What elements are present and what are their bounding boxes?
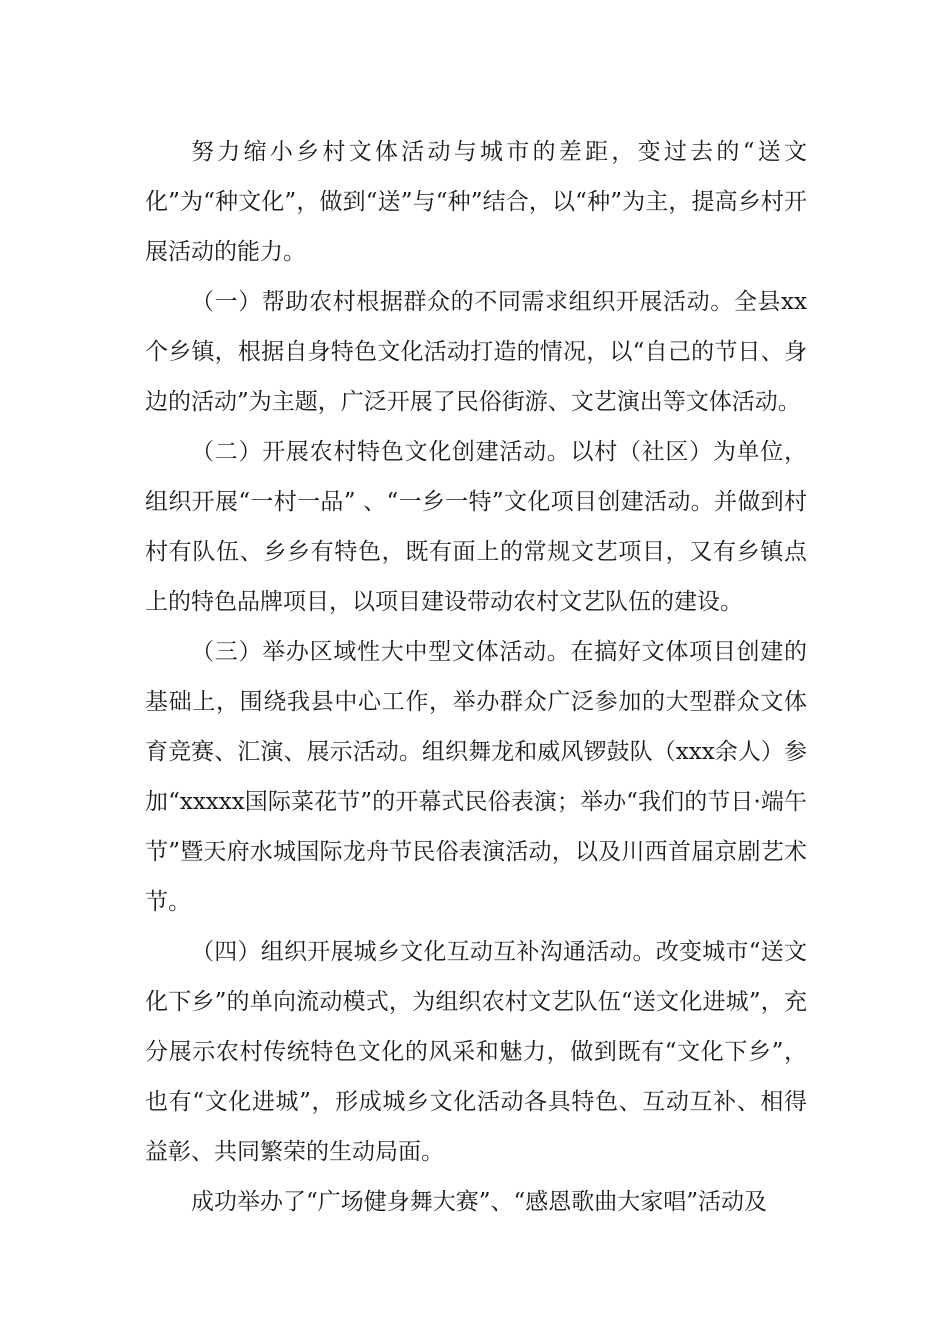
paragraph-closing: 成功举办了“广场健身舞大赛”、“感恩歌曲大家唱”活动及 <box>191 1189 768 1215</box>
paragraph-intro: 努力缩小乡村文体活动与城市的差距，变过去的“送文化”为“种文化”，做到“送”与“种”结合，以“种”为主，提高乡村开展活动的能力。 <box>145 139 807 265</box>
paragraph-section-2: （二）开展农村特色文化创建活动。以村（社区）为单位，组织开展“一村一品” 、“一乡一特”文化项目创建活动。并做到村村有队伍、乡乡有特色，既有面上的常规文艺项目，又有乡镇点上的特色品牌项目，以项目建设带动农村文艺队伍的建设。 <box>145 439 807 615</box>
document-body <box>145 127 807 1227</box>
paragraph-section-3: （三）举办区域性大中型文体活动。在搞好文体项目创建的基础上，围绕我县中心工作，举办群众广泛参加的大型群众文体育竞赛、汇演、展示活动。组织舞龙和威风锣鼓队（xxx余人）参加“xxxxx国际菜花节”的开幕式民俗表演；举办“我们的节日·端午节”暨天府水城国际龙舟节民俗表演活动，以及川西首届京剧艺术节。 <box>145 639 807 915</box>
paragraph-section-4: （四）组织开展城乡文化互动互补沟通活动。改变城市“送文化下乡”的单向流动模式，为组织农村文艺队伍“送文化进城”，充分展示农村传统特色文化的风采和魅力，做到既有“文化下乡”，也有“文化进城”，形成城乡文化活动各具特色、互动互补、相得益彰、共同繁荣的生动局面。 <box>145 939 807 1165</box>
paragraph-section-1: （一）帮助农村根据群众的不同需求组织开展活动。全县xx个乡镇，根据自身特色文化活动打造的情况，以“自己的节日、身边的活动”为主题，广泛开展了民俗街游、文艺演出等文体活动。 <box>145 289 807 415</box>
